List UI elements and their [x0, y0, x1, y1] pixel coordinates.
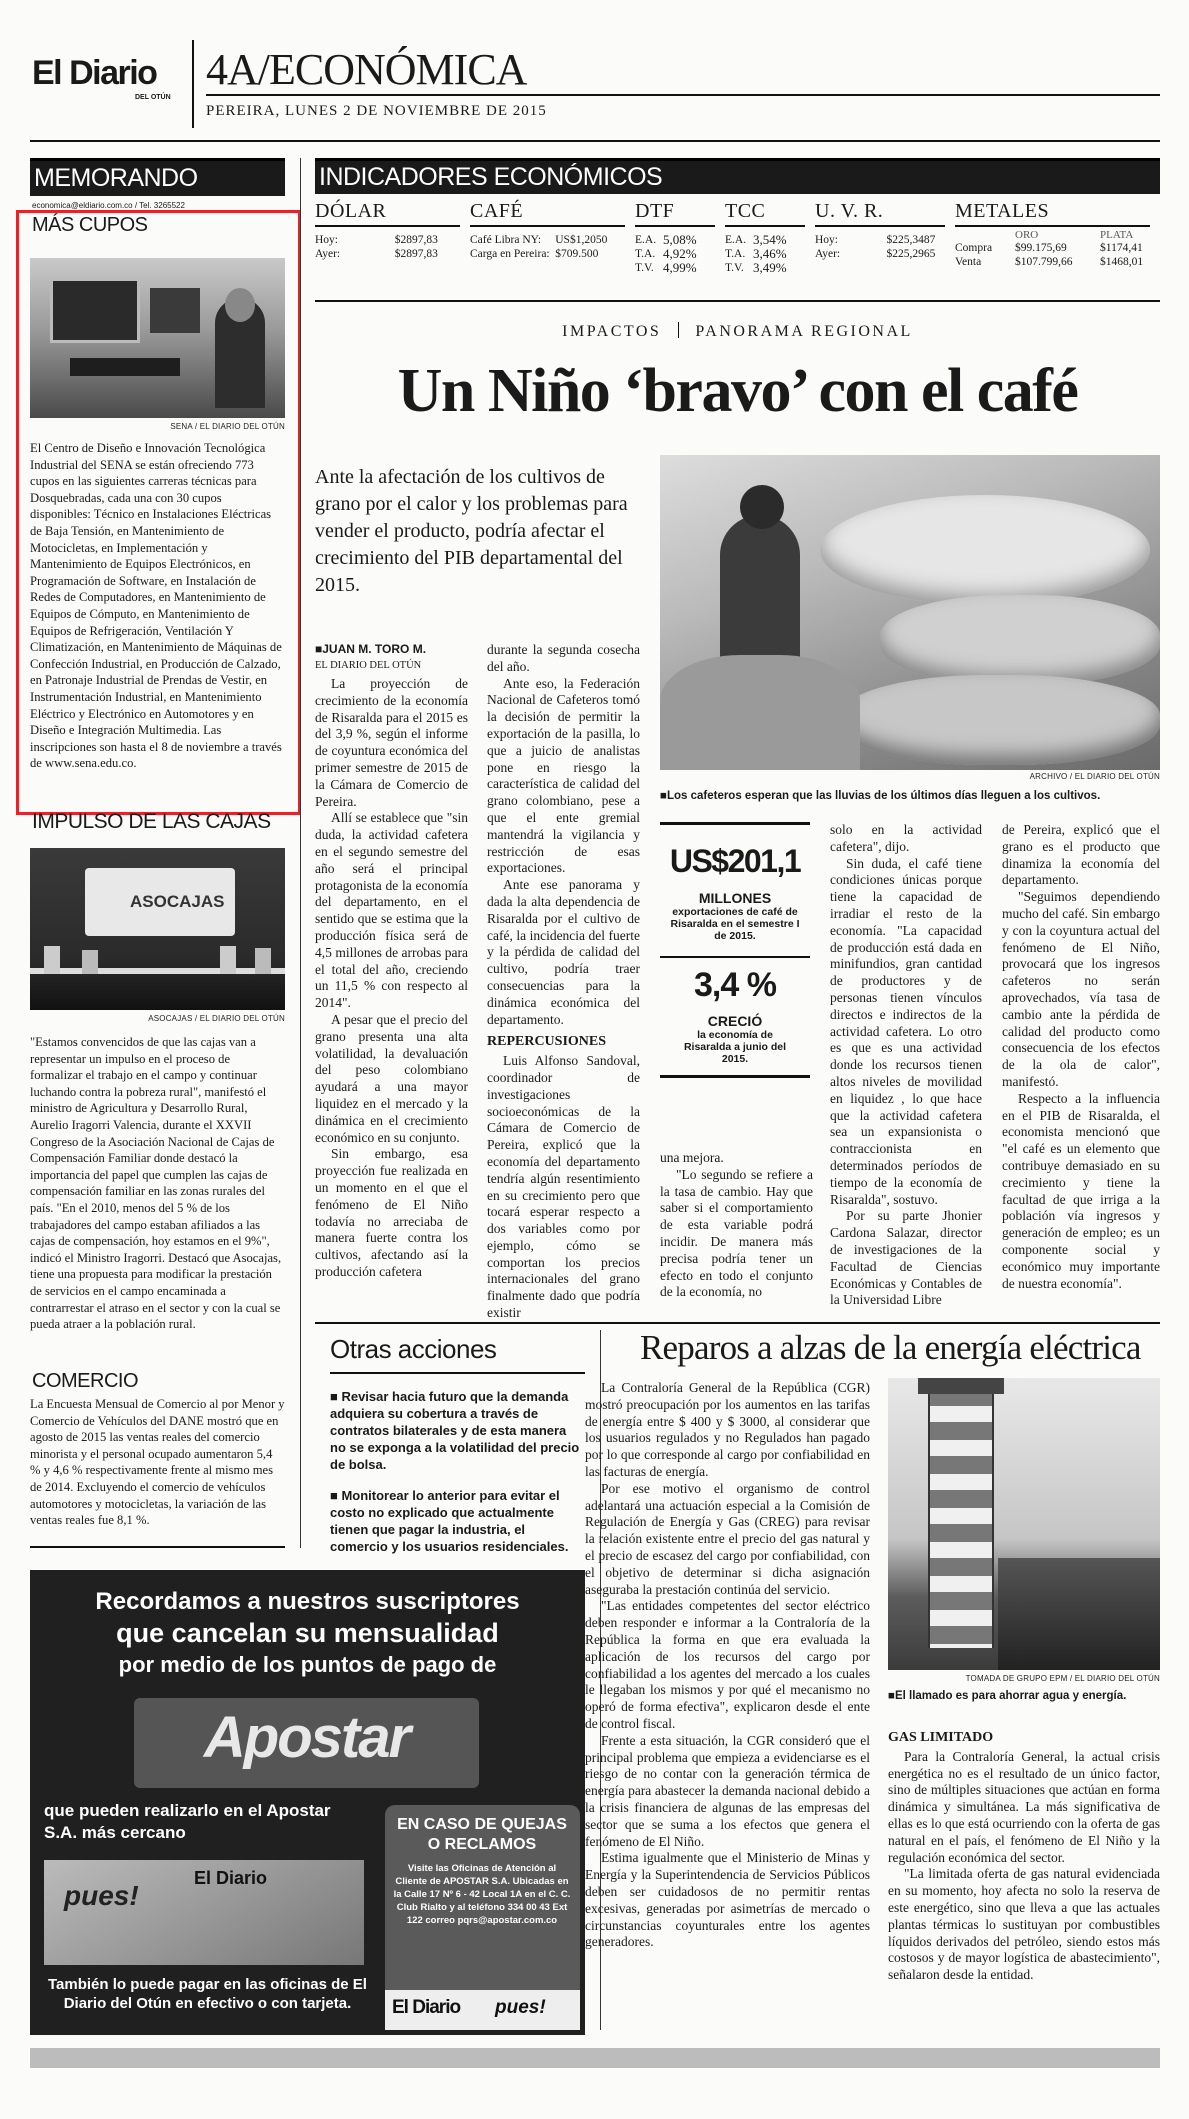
otras-list: [330, 1380, 585, 1569]
newspaper-stack: [44, 1860, 364, 1965]
metales-cols: [955, 229, 1150, 241]
main-col5: [1002, 822, 1160, 1292]
sidebar-bottom-rule: [30, 1546, 285, 1548]
indicator-cell: Ayer:: [315, 248, 341, 260]
paragraph: La Contraloría General de la República (CGR) mostró preocupación por los aumentos en las tarifas de energía entre $ 400 y $ 3000, al considerar que los usuarios regulados y no Regulados han pagado por lo que corresponde al cargo por confiabilidad en las facturas de energía.: [585, 1380, 870, 1479]
indicadores-header: INDICADORES ECONÓMICOS: [319, 163, 663, 191]
quejas-text: Visite las Oficinas de Atención al Cliente de APOSTAR S.A. Ubicadas en la Calle 17 Nº 6 - 42 Local 1A en el C. C. Club Rialto y al teléfono 334 00 43 Ext 122 correo pqrs@apostar.com.co: [393, 1863, 571, 1926]
main-bottom-rule: [315, 1322, 1160, 1324]
indicator-title: DÓLAR: [315, 200, 460, 227]
reparos-col2: [888, 1730, 1160, 1984]
indicator-row: [725, 233, 805, 247]
masthead-bottom-rule: [30, 140, 1160, 142]
mas-cupos-title: MÁS CUPOS: [32, 214, 148, 236]
paragraph: "La limitada oferta de gas natural evidenciada en su momento, hoy afecta no solo la reserva de este energético, sino que lleva a que las actuales plantas térmicas lo sustituyan por combustibles líquidos derivados del petróleo, siendo estos más costosos y de mayor logística de abastecimiento", señalaron desde la entidad.: [888, 1866, 1160, 1983]
coffee-photo-credit: ARCHIVO / EL DIARIO DEL OTÚN: [1029, 772, 1160, 781]
coffee-caption: ■ Los cafeteros esperan que las lluvias de los últimos días lleguen a los cultivos.: [660, 790, 1160, 802]
indicator-cell: T.V.: [635, 262, 654, 274]
apostar-ad: [30, 1570, 585, 2035]
factbox-divider: [660, 956, 810, 958]
page-number: 4A/: [206, 45, 269, 94]
main-col2: [487, 642, 640, 1322]
indicator-row: [635, 247, 715, 261]
indicator-cell: US$1,2050: [555, 234, 608, 246]
indicator-cell: 4,92%: [663, 246, 697, 261]
indicator-cell: $2897,83: [394, 234, 438, 246]
sena-photo-credit: SENA / EL DIARIO DEL OTÚN: [170, 422, 285, 431]
ad-line2: que cancelan su mensualidad: [116, 1618, 499, 1648]
indicator-cell: $225,2965: [886, 248, 936, 260]
fact1-desc: exportaciones de café de Risaralda en el semestre I de 2015.: [670, 906, 800, 942]
factbox: [660, 822, 810, 1122]
indicator-cell: $709.500: [555, 248, 599, 260]
indicator-title: TCC: [725, 200, 805, 227]
repercusiones-subhead: REPERCUSIONES: [487, 1034, 607, 1050]
indicator-cell: T.A.: [725, 248, 746, 260]
indicadores-body: [315, 200, 1160, 290]
indicadores-bottom-rule: [315, 300, 1160, 302]
paragraph: Por ese motivo el organismo de control adelantará una actuación especial a la Comisión de Regulación de Energía y Gas (CREG) para revisar la relación existente entre el precio del gas natural y el precio de escasez del cargo por confiabilidad, con el objetivo de determinar si dicha asignación aseguraba la prestación continúa del servicio.: [585, 1480, 870, 1597]
paragraph: solo en la actividad cafetera", dijo.: [830, 822, 982, 854]
impulso-title: IMPULSO DE LAS CAJAS: [32, 810, 271, 833]
asocajas-banner: ASOCAJAS: [130, 892, 225, 911]
masthead-logo: El Diario: [32, 54, 157, 92]
asocajas-photo-credit: ASOCAJAS / EL DIARIO DEL OTÚN: [148, 1014, 285, 1023]
sidebar-divider: [300, 158, 301, 1548]
page-footer-bar: [30, 2048, 1160, 2068]
otras-item: ■ Monitorear lo anterior para evitar el costo no explicado que actualmente tienen que pagar la industria, el comercio y los usuarios residenciales.: [330, 1488, 569, 1554]
section-title: ECONÓMICA: [269, 45, 527, 94]
indicator-cell: $99.175,69: [1015, 242, 1067, 254]
stack-pues: pues!: [64, 1880, 139, 1911]
indicator-dolar: [315, 200, 460, 290]
apostar-logo: Apostar: [203, 1705, 410, 1770]
indicator-row: [470, 233, 625, 247]
indicator-cell: $107.799,66: [1015, 256, 1073, 268]
fact2-value: 3,4 %: [694, 966, 776, 1004]
paragraph: de Pereira, explicó que el grano es el producto que dinamiza la economía del departamento.: [1002, 822, 1160, 888]
paragraph: Ante eso, la Federación Nacional de Cafeteros tomó la decisión de permitir la exportación de la pasilla, lo que a juicio de analistas pone en riesgo la característica de calidad del grano colombiano, pese a que el ente gremial mantendrá la vigilancia y restricción de esas exportaciones.: [487, 675, 640, 876]
fact2-desc: la economía de Risaralda a junio del 2015.: [660, 1029, 810, 1078]
indicator-row: [315, 233, 460, 247]
paragraph: Respecto a la influencia en el PIB de Risaralda, el economista mencionó que "el café es un elemento que contribuye demasiado en su crecimiento y tiene la facultad de que irriga a la población vía ingresos y generación de empleo; es un componente social y económico muy importante de nuestra economía".: [1002, 1090, 1160, 1291]
metales-col-oro: ORO: [1015, 229, 1039, 241]
metales-col-plata: PLATA: [1100, 229, 1134, 241]
ad-logo-pues: pues!: [495, 1997, 546, 2018]
paragraph: Ante ese panorama y dada la alta dependencia de Risaralda por el cultivo de café, la incidencia del fuerte y la pérdida de calidad del cultivo, podría traer consecuencias para la dinámica económica del departamento.: [487, 877, 640, 1027]
otras-title: Otras acciones: [330, 1334, 497, 1364]
chimney-photo: [888, 1378, 1160, 1670]
indicator-row: [725, 261, 805, 275]
indicator-row: [815, 233, 945, 247]
byline-org: EL DIARIO DEL OTÚN: [315, 660, 422, 671]
impulso-text: "Estamos convencidos de que las cajas van a representar un impulso en el proceso de formalizar el trabajo en el campo y continuar luchando contra la pobreza rural", manifestó el ministro de Agricultura y Desarrollo Rural, Aurelio Iragorri Valencia, durante el XXVII Congreso de la Asociación Nacional de Cajas de Compensación Familiar donde destacó la importancia del papel que cumplen las cajas de compensación familiar en las zonas rurales del país. "En el 2010, menos del 5 % de los trabajadores del campo estaban afiliados a las cajas de compensación, hoy estamos en el 9%", indicó el Ministro Iragorri. Destacó que Asocajas, tiene una propuesta para modificar la prestación de servicios en el campo encaminada a contrarrestar el atraso en el sector y con la cual se pueda atraer a la población rural.: [30, 1035, 282, 1332]
ad-line1: Recordamos a nuestros suscriptores: [95, 1588, 520, 1615]
indicator-cell: T.V.: [725, 262, 744, 274]
paragraph: Luis Alfonso Sandoval, coordinador de investigaciones socioeconómicas de la Cámara de Comercio de Pereira, explicó que la economía del departamento tendría algún resentimiento en su crecimiento pero que tocará esperar respecto a dos variables como por ejemplo, cómo se comportan los precios internacionales del grano finalmente dado que podría existir: [487, 1053, 640, 1321]
indicator-cell: $225,3487: [886, 234, 936, 246]
main-col1: [315, 676, 468, 1281]
paragraph: "Las entidades competentes del sector eléctrico deben responder e informar a la Contraloría de la República la forma en que era evaluada la aplicación de los recursos del cargo por confiabilidad a los agentes del mercado a los cuales le llegaban los mismos y por qué el mecanismo no operó de forma efectiva", explicaron desde el ente de control fiscal.: [585, 1598, 870, 1731]
paragraph: A pesar que el precio del grano presenta una alta volatilidad, la devaluación del peso colombiano ayudará a una mayor liquidez en el mercado y la dinámica en el crecimiento económico en su conjunto.: [315, 1011, 468, 1145]
ad-line4: que pueden realizarlo en el Apostar S.A. más cercano: [44, 1801, 331, 1842]
masthead-divider: [192, 40, 194, 128]
indicator-title: DTF: [635, 200, 715, 227]
kicker-separator: [678, 322, 679, 338]
coffee-photo: [660, 455, 1160, 770]
memorando-contact: economica@eldiario.com.co / Tel. 3265522: [32, 201, 185, 210]
main-col4: [830, 822, 982, 1309]
indicator-cell: Carga en Pereira:: [470, 248, 550, 260]
paragraph: Estima igualmente que el Ministerio de Minas y Energía y la Superintendencia de Servicios Públicos deben ser cuidadosos de no permitir rentas excesivas, generadas por asimetrías de mercado o circunstancias coyunturales entre los agentes generadores.: [585, 1850, 870, 1950]
memorando-header: MEMORANDO: [34, 164, 198, 192]
indicator-row: [955, 241, 1150, 255]
main-headline: Un Niño ‘bravo’ con el café: [397, 357, 1078, 425]
paragraph: Frente a esta situación, la CGR consideró que el principal problema que empieza a evidenciarse es el riesgo de no contar con la generación térmica de energía para abastecer la demanda nacional debido a la crisis financiera de algunas de las empresas del sector que se suma a los efectos que genera el fenómeno de El Niño.: [585, 1732, 870, 1849]
indicator-title: CAFÉ: [470, 200, 625, 227]
kicker-right: PANORAMA REGIONAL: [695, 323, 913, 340]
indicator-cell: 5,08%: [663, 232, 697, 247]
byline: [315, 642, 465, 656]
indicator-cell: 3,49%: [753, 260, 787, 275]
indicator-row: [635, 261, 715, 275]
memorando-sidebar: [30, 158, 285, 1548]
masthead: [30, 40, 1160, 130]
paragraph: Por su parte Jhonier Cardona Salazar, director de investigaciones de la Facultad de Ciencias Económicas y Contables de la Universidad Libre: [830, 1208, 982, 1308]
paragraph: "Lo segundo se refiere a la tasa de cambio. Hay que saber si el comportamiento de esta variable podrá incidir. De manera más precisa podría tener un efecto en todo el conjunto de la economía, no: [660, 1166, 813, 1300]
indicator-row: [955, 255, 1150, 269]
indicator-metales: [955, 200, 1150, 290]
quejas-title: EN CASO DE QUEJAS O RECLAMOS: [397, 1816, 567, 1853]
otras-rule: [330, 1372, 585, 1374]
indicator-row: [725, 247, 805, 261]
reparos-col1: [585, 1380, 870, 1951]
indicator-row: [315, 247, 460, 261]
fact1-value: US$201,1: [660, 822, 810, 880]
otras-item: ■ Revisar hacia futuro que la demanda adquiera su cobertura a través de contratos bilaterales y de esta manera no se exponga a la volatilidad del precio de bolsa.: [330, 1389, 580, 1472]
main-deck: Ante la afectación de los cultivos de grano por el calor y los problemas para vender el producto, podría afectar el crecimiento del PIB departamental del 2015.: [315, 466, 628, 596]
indicator-cell: Ayer:: [815, 248, 841, 260]
fact1-unit: MILLONES: [698, 890, 772, 906]
ad-logo-eldiario: El Diario: [392, 1997, 461, 2018]
paragraph: "Seguimos dependiendo mucho del café. Sin embargo y con la coyuntura actual del fenómeno de El Niño, provocará que los ingresos cafeteros no serán aprovechados, vía tasa de cambio ante la pérdida de calidad del producto como consecuencia de los efectos de la ola de calor", manifestó.: [1002, 889, 1160, 1089]
indicator-cell: T.A.: [635, 248, 656, 260]
indicator-title: METALES: [955, 200, 1150, 227]
masthead-rule: [206, 94, 1160, 96]
indicator-cell: Hoy:: [815, 234, 838, 246]
indicator-row: [815, 247, 945, 261]
masthead-logo-sub: DEL OTÚN: [135, 94, 171, 101]
reparos-headline: Reparos a alzas de la energía eléctrica: [640, 1328, 1141, 1367]
kicker: [315, 322, 1160, 341]
indicator-cell: E.A.: [635, 234, 657, 246]
indicator-cell: Compra: [955, 242, 993, 254]
indicator-dtf: [635, 200, 715, 290]
indicator-cell: $1174,41: [1100, 242, 1143, 254]
byline-square: ■: [315, 642, 323, 656]
indicator-cell: Venta: [955, 256, 982, 268]
indicator-cell: 3,46%: [753, 246, 787, 261]
paragraph: durante la segunda cosecha del año.: [487, 642, 640, 674]
fact2-unit: CRECIÓ: [707, 1013, 763, 1029]
paragraph: Allí se establece que "sin duda, la actividad cafetera en el segundo semestre del año será el principal protagonista de la economía del departamento, en el sentido que se estima que la producción física será de 4,5 millones de arrobas para el total del año, creciendo un 11,5 % con respecto al 2014".: [315, 810, 468, 1011]
ad-footer: También lo puede pagar en las oficinas de El Diario del Otún en efectivo o con tarjeta.: [48, 1976, 367, 2012]
indicator-tcc: [725, 200, 805, 290]
indicator-cell: $2897,83: [394, 248, 438, 260]
main-col3: [660, 1150, 813, 1301]
indicadores-panel: [315, 158, 1160, 293]
indicator-title: U. V. R.: [815, 200, 945, 227]
chimney-caption: ■ El llamado es para ahorrar agua y energía.: [888, 1690, 1160, 1702]
indicator-row: [635, 233, 715, 247]
indicator-cell: 3,54%: [753, 232, 787, 247]
indicator-uvr: [815, 200, 945, 290]
indicator-cell: 4,99%: [663, 260, 697, 275]
indicator-cell: Café Libra NY:: [470, 234, 542, 246]
paragraph: Sin embargo, esa proyección fue realizada en un momento en el que el fenómeno de El Niño todavía no arreciaba de manera fuerte contra los cultivos, afectando así la producción cafetera: [315, 1146, 468, 1279]
chimney-photo-credit: TOMADA DE GRUPO EPM / EL DIARIO DEL OTÚN: [965, 1674, 1160, 1683]
paragraph: Sin duda, el café tiene condiciones únicas porque tiene la capacidad de irradiar el resto de la economía. "La capacidad de producción está dada en minifundios, gran cantidad de productores y de personas tienen vínculos directos e indirectos de la actividad cafetera. Lo otro es que es una actividad donde los recursos tienen altos niveles de movilidad en liquidez , lo que hace que la actividad cafetera sea un expansionista o contraccionista en determinados períodos de tiempo de la economía de Risaralda", sostuvo.: [830, 855, 982, 1207]
paragraph: una mejora.: [660, 1150, 724, 1165]
gas-limitado-subhead: GAS LIMITADO: [888, 1730, 994, 1745]
mas-cupos-text: El Centro de Diseño e Innovación Tecnológica Industrial del SENA se están ofreciendo 773 cupos en las siguientes carreras técnicas para Dosquebradas, cada una con 30 cupos disponibles: Técnico en Instalaciones Eléctricas de Baja Tensión, en Mantenimiento de Motocicletas, en Implementación y Mantenimiento de Equipos Electrónicos, en Programación de Software, en Instalación de Redes de Computadores, en Mantenimiento de Equipos de Cómputo, en Mantenimiento de Equipos de Refrigeración, Ventilación Y Climatización, en Mantenimiento de Máquinas de Confección Industrial, en Producción de Calzado, en Patronaje Industrial de Prendas de Vestir, en Instrumentación Industrial, en Mantenimiento Eléctrico y Electrónico en Automotores y en Diseño e Integración Multimedia. Las inscripciones son hasta el 8 de noviembre a través de www.sena.edu.co.: [30, 441, 282, 771]
indicator-row: [470, 247, 625, 261]
paragraph: Para la Contraloría General, la actual crisis energética no es el resultado de un único factor, sino de múltiples situaciones que actúan en forma dinámica y simultánea. La más significativa de ellas es lo que está ocurriendo con la oferta de gas natural en el país, el fenómeno de El Niño y la regulación económica del sector.: [888, 1748, 1160, 1865]
kicker-left: IMPACTOS: [562, 323, 662, 340]
byline-author: JUAN M. TORO M.: [322, 642, 427, 656]
paragraph: La proyección de crecimiento de la economía de Risaralda para el 2015 es del 3,9 %, según el informe de coyuntura económica del primer semestre de 2015 de la Cámara de Comercio de Pereira.: [315, 676, 468, 809]
indicator-cell: $1468,01: [1100, 256, 1144, 268]
indicator-cell: Hoy:: [315, 234, 338, 246]
comercio-text: La Encuesta Mensual de Comercio al por Menor y Comercio de Vehículos del DANE mostró que en agosto de 2015 las ventas reales del comercio minorista y el personal ocupado aumentaron 5,4 % y 4,6 % respectivamente frente al mismo mes de 2014. Excluyendo el comercio de vehículos automotores y motocicletas, la variación de las ventas reales fue 8,1 %.: [30, 1397, 285, 1528]
indicator-cafe: [470, 200, 625, 290]
comercio-title: COMERCIO: [32, 1370, 138, 1392]
stack-logo: El Diario: [194, 1868, 268, 1888]
ad-line3: por medio de los puntos de pago de: [118, 1652, 497, 1677]
asocajas-photo: [30, 848, 285, 1010]
page-section: [206, 44, 526, 95]
sena-photo: [30, 258, 285, 418]
indicator-cell: E.A.: [725, 234, 747, 246]
dateline: PEREIRA, LUNES 2 DE NOVIEMBRE DE 2015: [206, 103, 547, 119]
